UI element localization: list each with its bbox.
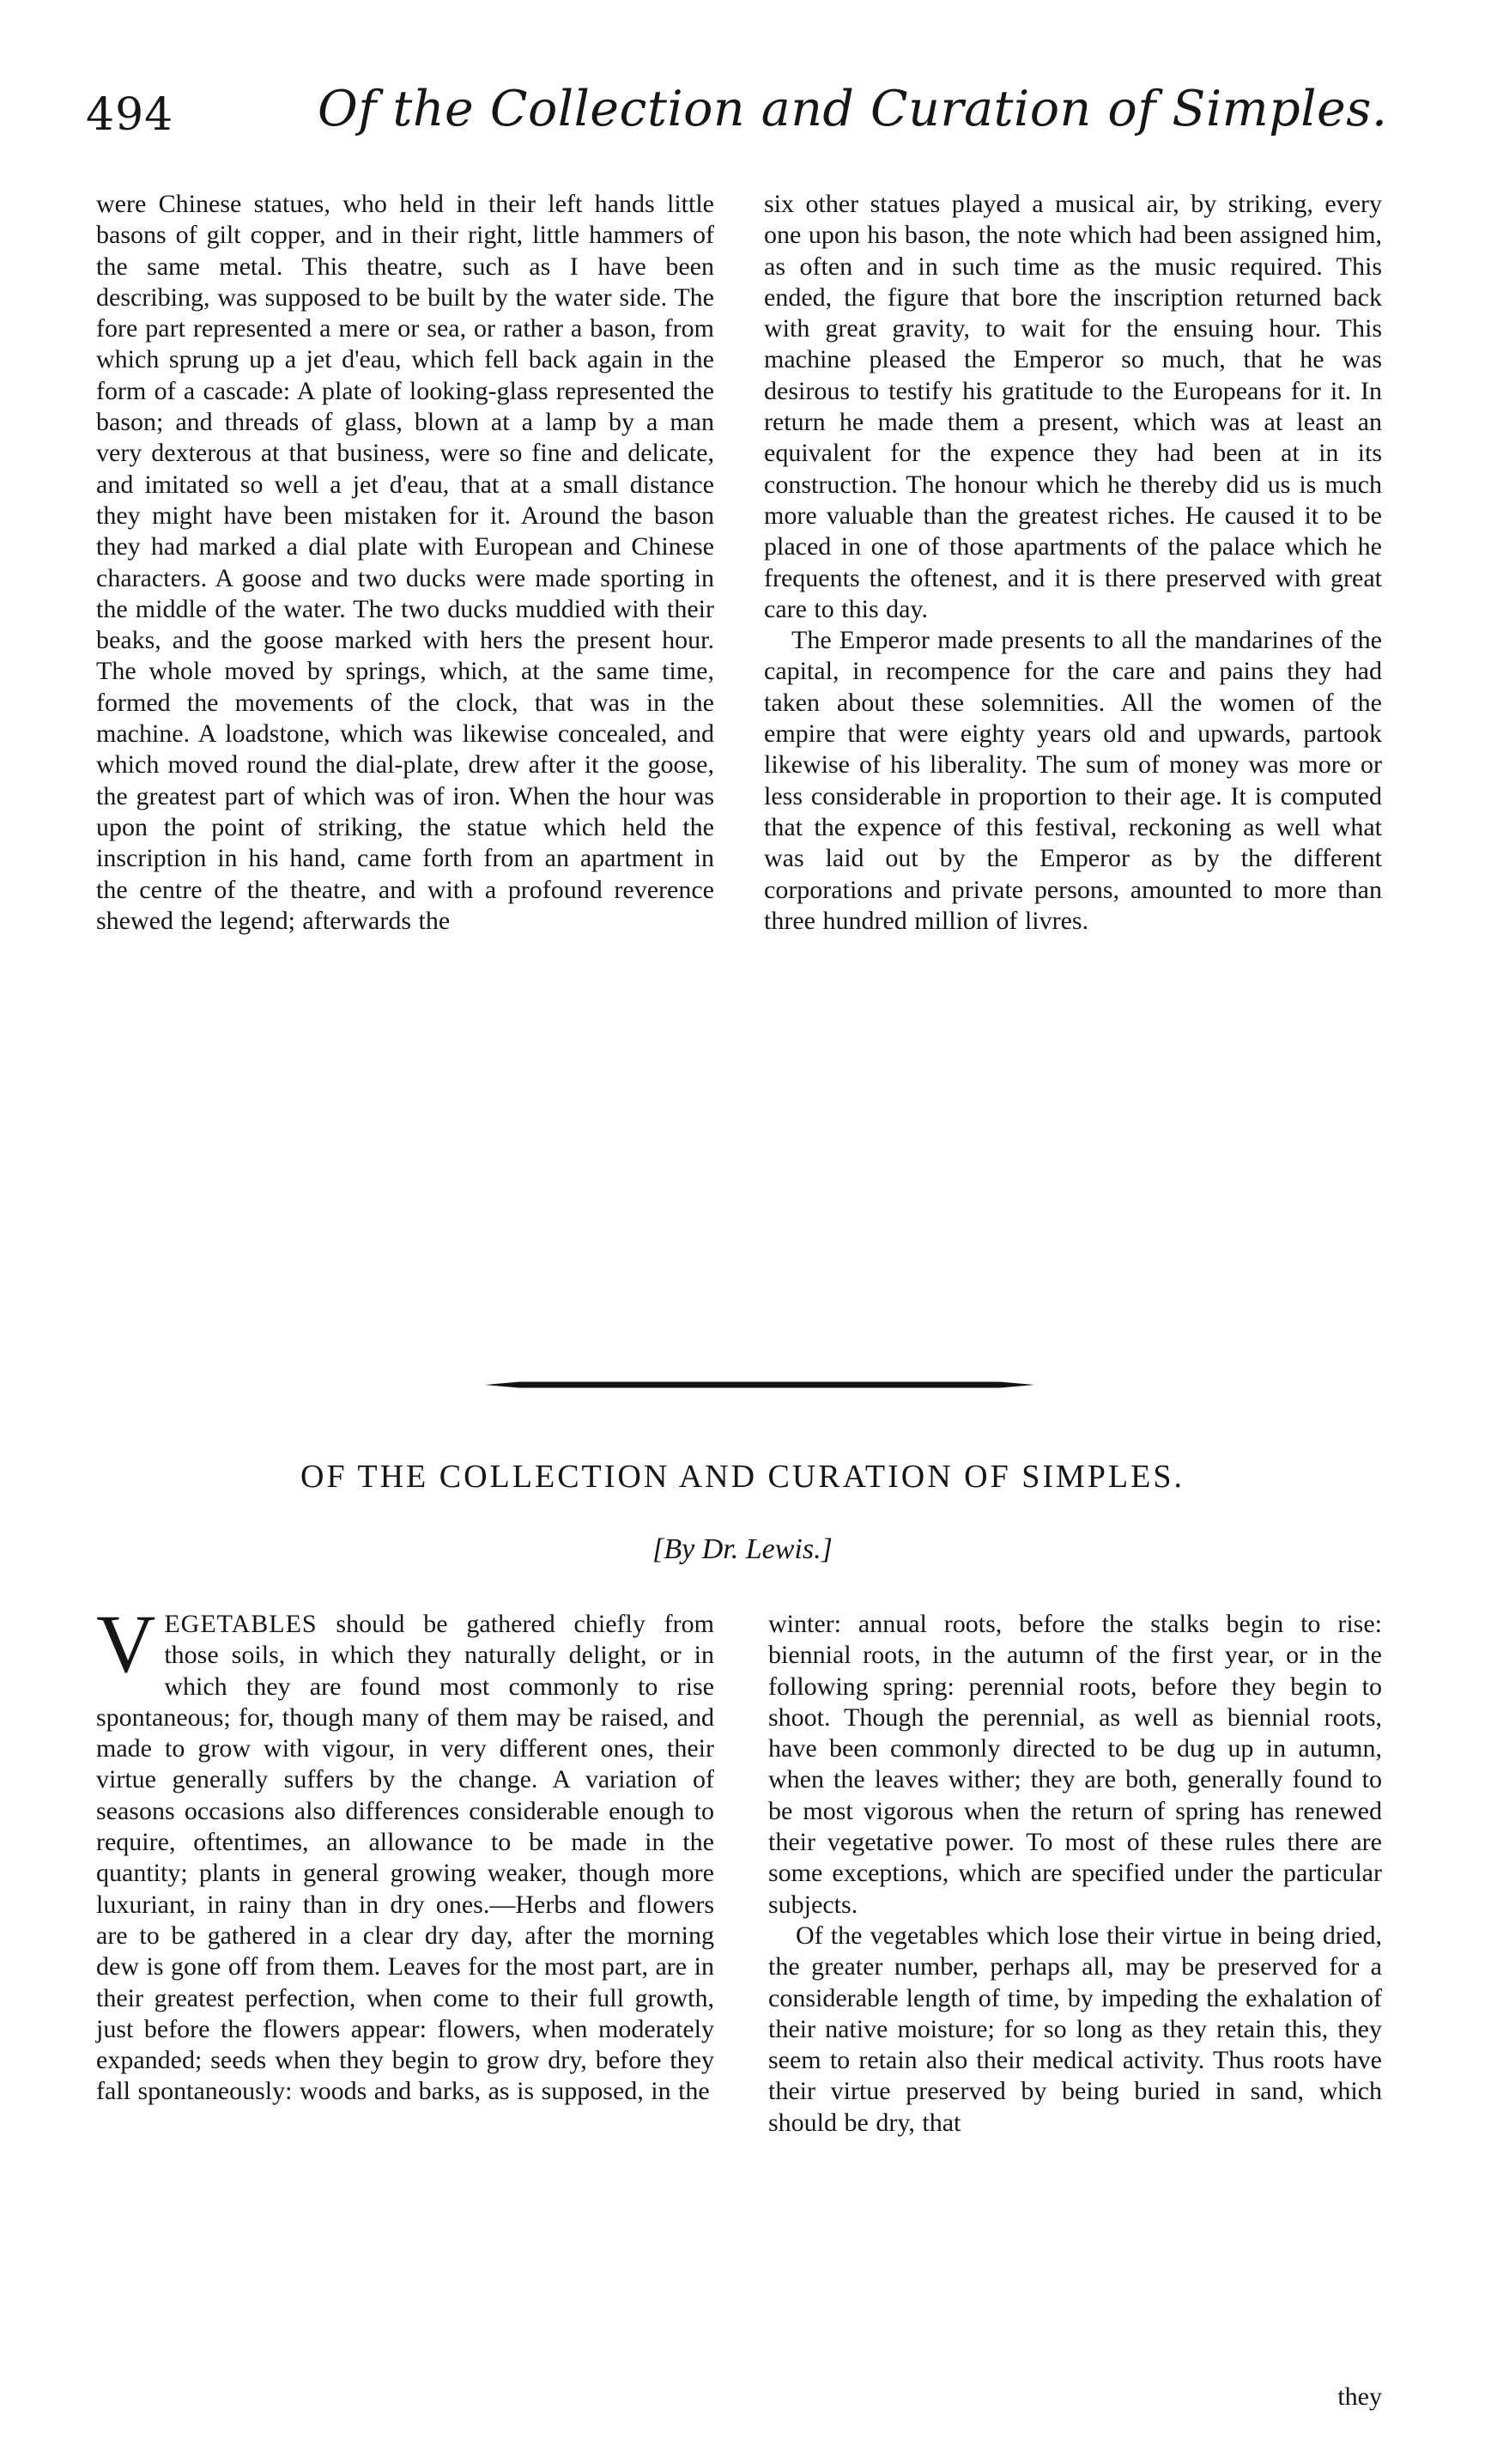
section-heading: OF THE COLLECTION AND CURATION OF SIMPLES. [300,1459,1185,1495]
top-left-paragraph: were Chinese statues, who held in their left hands little basons of gilt copper, and in their right, little hammers of the same metal. This theatre, such as I have been describing, was supposed to be built by the water side. The fore part represented a mere or sea, or rather a bason, from which sprung up a jet d'eau, which fell back again in the form of a cascade: A plate of looking-glass represented the bason; and threads of glass, blown at a lamp by a man very dexterous at that business, were so fine and delicate, and imitated so well a jet d'eau, that at a small distance they might have been mistaken for it. Around the bason they had marked a dial plate with European and Chinese characters. A goose and two ducks were made sporting in the middle of the water. The two ducks muddied with their beaks, and the goose marked with hers the present hour. The whole moved by springs, which, at the same time, formed the movements of the clock, that was in the machine. A loadstone, which was likewise concealed, and which moved round the dial-plate, drew after it the goose, the greatest part of which was of iron. When the hour was upon the point of striking, the statue which held the inscription in his hand, came forth from an apartment in the centre of the theatre, and with a profound reverence shewed the legend; afterwards the [96,190,714,935]
running-title: Of the Collection and Curation of Simples. [318,81,1388,137]
top-right-paragraph-1: six other statues played a musical air, by striking, every one upon his bason, the note which had been assigned him, as often and in such time as the music required. This ended, the figure that bore the inscription returned back with great gravity, to wait for the ensuing hour. This machine pleased the Emperor so much, that he was desirous to testify his gratitude to the Europeans for it. In return he made them a present, which was at least an equivalent for the expence they had been at in its construction. The honour which he thereby did us is much more valuable than the greatest riches. He caused it to be placed in one of those apartments of the palace which he frequents the oftenest, and it is there preserved with great care to this day. [764,190,1382,623]
running-head [86,70,1408,173]
bottom-left-text: should be gathered chiefly from those soils, in which they naturally delight, or in which they are found most commonly to rise spontaneous; for, though many of them may be raised, and made to grow with vigour, in very different ones, their virtue generally suffers by the change. A variation of seasons occasions also differences considerable enough to require, oftentimes, an allowance to be made in the quantity; plants in general growing weaker, though more luxuriant, in rainy than in dry ones.—Herbs and flowers are to be gathered in a clear dry day, after the morning dew is gone off from them. Leaves for the most part, are in their greatest perfection, when come to their full growth, just before the flowers appear: flowers, when moderately expanded; seeds when they begin to grow dry, before they fall spontaneously: woods and barks, as is supposed, in the [96,1610,714,2106]
bottom-left-column [96,1598,714,2108]
page-number: 494 [86,89,174,141]
bottom-right-paragraph-2: Of the vegetables which lose their virtue in being dried, the greater number, perhaps all, may be preserved for a considerable length of time, by impeding the exhalation of their native moisture; for so long as they retain this, they seem to retain also their medical activity. Thus roots have their virtue preserved by being buried in sand, which should be dry, that [768,1921,1382,2137]
top-left-column [96,189,714,937]
author-byline: [By Dr. Lewis.] [652,1533,833,1565]
catchword: they [1337,2382,1382,2411]
section-divider-rule [485,1379,1034,1391]
bottom-right-column [768,1609,1382,2139]
top-right-column [764,189,1382,937]
bottom-right-paragraph-1: winter: annual roots, before the stalks begin to rise: biennial roots, in the autumn of the first year, or in the following spring: perennial roots, before they begin to shoot. Though the perennial, as well as biennial roots, have been commonly directed to be dug up in autumn, when the leaves wither; they are both, generally found to be most vigorous when the return of spring has renewed their vegetative power. To most of these rules there are some exceptions, which are specified under the particular subjects. [768,1610,1382,1919]
bottom-left-paragraph [96,1598,714,2108]
top-right-paragraph-2: The Emperor made presents to all the mandarines of the capital, in recompence for the care and pains they had taken about these solemnities. All the women of the empire that were eighty years old and upwards, partook likewise of his liberality. The sum of money was more or less considerable in proportion to their age. It is computed that the expence of this festival, reckoning as well what was laid out by the Emperor as by the different corporations and private persons, amounted to more than three hundred million of livres. [764,626,1382,935]
opening-words: EGETABLES [164,1610,318,1638]
drop-cap: V [96,1598,156,1690]
